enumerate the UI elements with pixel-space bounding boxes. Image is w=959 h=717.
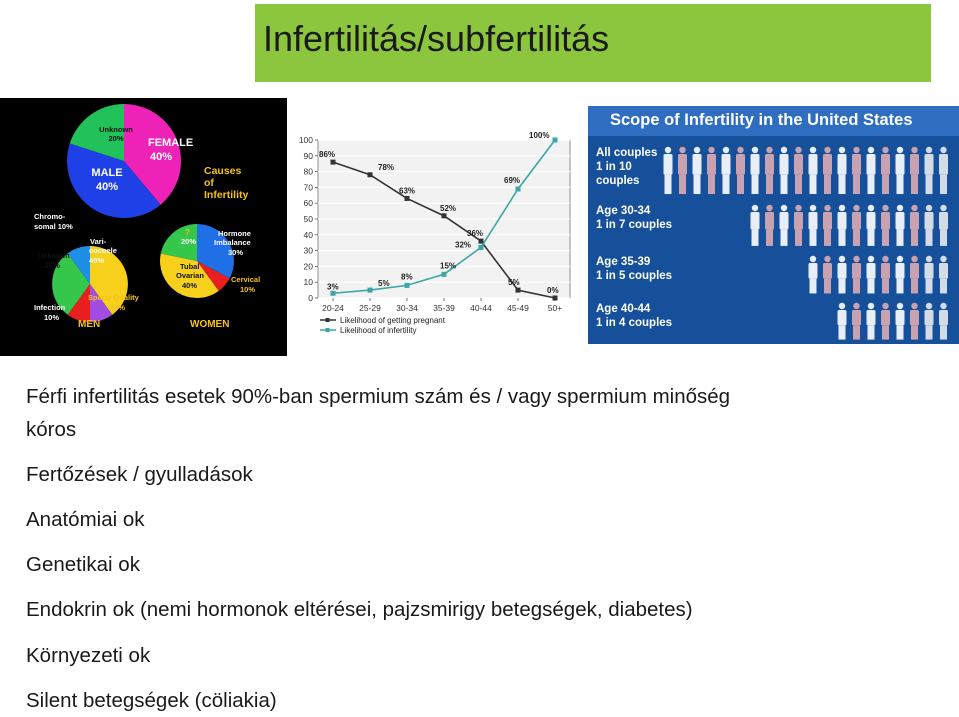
scope-label-line1: Age 30-34 [596,205,651,217]
age-fertility-line-chart [288,132,578,344]
person-icon [852,205,861,246]
male-pct: 40% [95,181,119,193]
person-icon-infertile [925,256,934,294]
person-icon [881,303,890,340]
scope-label-line1: Age 40-44 [596,303,651,315]
person-icon [910,147,919,194]
person-icon [736,147,745,194]
scope-infographic [588,106,959,344]
hormone-pct: 30% [228,248,244,257]
scope-row-label [596,255,672,283]
person-icon [896,256,905,294]
y-tick-label: 0 [308,293,313,303]
scope-row [588,251,959,296]
person-icon-infertile [925,147,934,194]
person-icon [722,147,731,194]
y-tick-label: 10 [303,277,313,288]
x-tick-label: 50+ [547,303,563,313]
person-icon [867,147,876,194]
scope-label-line2: 1 in 4 couples [596,317,673,329]
y-tick-label: 40 [303,229,313,240]
text-line-1: Férfi infertilitás esetek 90%-ban spermium szám és / vagy spermium minőség [26,385,731,408]
data-point [479,239,484,244]
scope-title: Scope of Infertility in the United States [610,111,913,129]
person-icon [838,147,847,194]
person-icon [794,205,803,246]
chromosomal-line2: somal 10% [34,222,73,231]
person-icon [852,256,861,294]
data-point [442,213,447,218]
person-icon [678,147,687,194]
text-line-6: Endokrin ok (nemi hormonok eltérései, pajzsmirigy betegségek, diabetes) [26,598,693,621]
x-tick-label: 35-39 [433,303,455,313]
person-icon [809,205,818,246]
data-point [331,160,336,165]
chromosomal-line1: Chromo- [34,212,66,221]
data-label: 78% [378,162,395,172]
men-unknown-pct: 30% [44,261,61,270]
data-point [442,272,447,277]
person-icon [910,303,919,340]
line-chart-svg [288,132,578,344]
x-tick-label: 45-49 [507,303,529,313]
data-point [405,196,410,201]
hormone-line2: Imbalance [214,238,251,247]
legend-marker [326,318,330,322]
infection-pct: 10% [44,313,60,322]
person-icon [910,256,919,294]
women-label: WOMEN [190,319,230,330]
person-icon [867,256,876,294]
person-icon [896,147,905,194]
person-icon [896,205,905,246]
scope-row-label [596,302,672,330]
x-tick-label: 30-34 [396,303,418,313]
data-point [516,288,521,293]
person-icon-infertile [939,205,948,246]
y-tick-label: 80 [303,166,313,177]
person-icon [910,205,919,246]
data-label: 15% [440,261,457,271]
y-tick-label: 100 [298,135,313,145]
data-label: 5% [378,279,390,289]
men-label: MEN [78,319,101,330]
cervical-label: Cervical [231,275,261,284]
person-icon [838,256,847,294]
infection-label: Infection [34,303,66,312]
y-tick-label: 50 [303,214,313,224]
causes-line2: of [204,177,214,189]
female-pct: 40% [150,151,173,163]
legend-label: Likelihood of infertility [340,326,417,335]
men-unknown-label: Unknown [38,253,70,260]
y-tick-label: 20 [303,261,313,272]
tubal-line1: Tubal [180,262,200,271]
data-point [553,296,558,301]
female-label: FEMALE [148,137,194,149]
person-icon-infertile [939,256,948,294]
data-point [553,138,558,143]
x-tick-label: 40-44 [470,303,492,313]
data-label: 86% [319,150,336,160]
person-icon [838,303,847,340]
person-icon [896,303,905,340]
scope-row [588,142,959,198]
person-icon-infertile [939,147,948,194]
person-icon [881,147,890,194]
person-icon-infertile [925,205,934,246]
person-icon [881,256,890,294]
data-point [331,291,336,296]
person-icon-infertile [939,303,948,340]
x-tick-label: 20-24 [322,303,344,313]
unknown-label: Unknown [99,125,133,134]
person-icon-infertile [925,303,934,340]
data-label: 100% [529,132,550,140]
data-label: 69% [504,175,521,185]
sperm-quality-pct: 10% [110,303,126,312]
tubal-line2: Ovarian [176,271,204,280]
scope-label-line3: couples [596,175,640,187]
person-icon [809,147,818,194]
text-line-3: Fertőzések / gyulladások [26,463,253,486]
text-line-7: Környezeti ok [26,644,151,667]
tubal-pct: 40% [182,281,198,290]
person-icon [751,147,760,194]
person-icon [693,147,702,194]
person-icon [823,256,832,294]
data-label: 0% [547,286,559,295]
scope-label-line2: 1 in 10 [596,161,632,173]
unknown-pct: 20% [108,134,124,143]
data-point [516,186,521,191]
person-icon [780,147,789,194]
hormone-line1: Hormone [218,229,251,238]
cervical-pct: 10% [240,285,256,294]
causes-pie-figure [0,98,287,356]
y-tick-label: 30 [303,245,313,256]
varicocele-line1: Vari- [90,237,107,246]
person-icon [852,147,861,194]
person-icon [838,205,847,246]
person-icon [664,147,673,194]
text-line-2: kóros [26,418,77,441]
data-label: 52% [440,203,457,213]
y-tick-label: 90 [303,150,313,161]
scope-row-label [596,204,672,232]
person-icon [852,303,861,340]
data-label: 8% [401,272,413,282]
person-icon [751,205,760,246]
scope-label-line2: 1 in 7 couples [596,219,673,231]
scope-label-line1: All couples [596,147,658,159]
varicocele-line2: cocoele [89,246,117,255]
person-icon [823,205,832,246]
sperm-quality-label: Sperm Quality [88,293,139,302]
data-label: 32% [455,240,472,250]
person-icon [809,256,818,294]
women-q-label: ? [185,228,190,237]
data-point [479,245,484,250]
scope-label-line2: 1 in 5 couples [596,270,673,282]
scope-row [588,298,959,342]
data-label: 63% [399,186,416,196]
slide-title: Infertilitás/subfertilitás [263,18,610,59]
person-icon [823,147,832,194]
data-label: 3% [327,282,339,292]
x-tick-label: 25-29 [359,303,381,313]
text-line-8: Silent betegségek (cöliakia) [26,689,277,712]
legend-marker [326,328,330,332]
text-line-5: Genetikai ok [26,553,140,576]
scope-row-label [596,146,657,188]
person-icon [765,147,774,194]
legend-label: Likelihood of getting pregnant [340,316,445,325]
title-bar [255,4,931,82]
person-icon [881,205,890,246]
y-tick-label: 70 [303,182,313,193]
person-icon [867,303,876,340]
person-icon [707,147,716,194]
pie-charts-svg [0,98,287,356]
data-point [405,283,410,288]
women-q-pct: 20% [181,237,197,246]
text-line-4: Anatómiai ok [26,508,145,531]
causes-line1: Causes [204,165,242,177]
data-point [368,172,373,177]
scope-label-line1: Age 35-39 [596,256,651,268]
person-icon [780,205,789,246]
data-label: 36% [467,229,484,239]
data-point [368,288,373,293]
scope-row [588,200,959,249]
person-icon [867,205,876,246]
person-icon [794,147,803,194]
data-label: 5% [508,278,520,288]
male-label: MALE [91,167,123,179]
scope-header [588,106,959,136]
y-tick-label: 60 [303,198,313,209]
varicocele-pct: 40% [89,256,105,265]
causes-line3: Infertility [204,189,249,201]
person-icon [765,205,774,246]
